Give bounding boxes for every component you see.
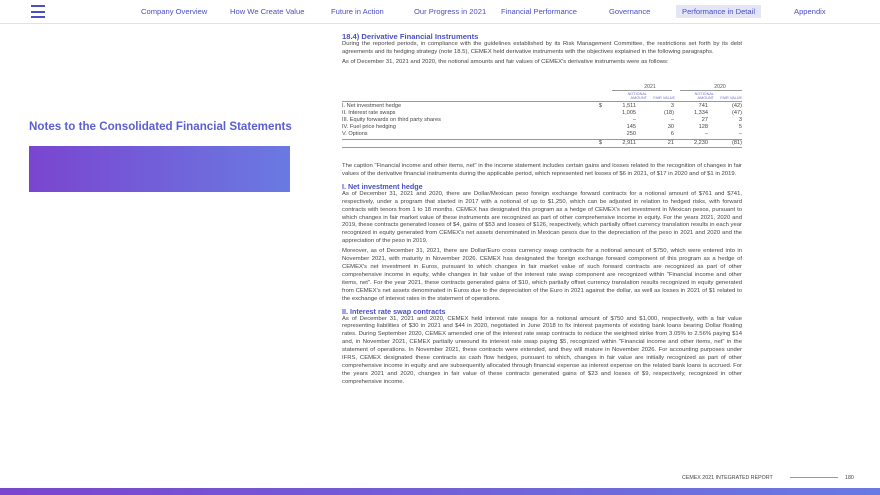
year-header-2021: 2021 [644,84,656,90]
decorative-banner [29,146,290,192]
body-block [342,163,742,387]
interest-rate-swap-heading: II. Interest rate swap contracts [342,306,446,316]
net-investment-paragraph-1: As of December 31, 2021 and 2020, there are Dollar/Mexican peso foreign exchange forward contracts for a notional amount of $761 and $741, respectively, under a program that started in 2017 with a notional of up to $1,250, which can be adjusted in relation to hedged risks, with forward contracts with tenors from 1 to 18 months. CEMEX has designated this program as a hedge of CEMEX's net investment in Mexican pesos, pursuant to which changes in fair market value of these instruments are recognized as part of other comprehensive income in equity. For the years 2021, 2020 and 2019, these contracts generated losses of $4, gains of $53 and losses of $126, respectively, which partially offset currency translation results in each year recognized in equity generated from CEMEX's net assets denominated in Mexican pesos due to the depreciation of the peso in 2021 and 2020 and the appreciation of the peso in 2019. [342,190,742,245]
section-title: Notes to the Consolidated Financial Statements [29,120,292,133]
bottom-gradient-bar [0,488,880,495]
table-row: II. Interest rate swaps 1,005 (18) 1,334 (47) [342,110,742,116]
top-nav [0,0,880,24]
intro-paragraph: During the reported periods, in compliance with the guidelines established by its Risk Management Committee, the restrictions set forth by its debt agreements and its hedging strategy (note 18.5), CEMEX held derivative instruments with the objectives explained in the following paragraphs. [342,41,742,55]
table-total-row: $ 2,911 21 2,230 (81) [598,139,742,146]
page-heading: 18.4) Derivative Financial Instruments [342,32,479,41]
col-notional-2021: NOTIONAL AMOUNT [627,92,647,101]
col-fair-2020: FAIR VALUE [720,96,742,100]
intro-block [342,32,742,67]
nav-future-in-action[interactable]: Future in Action [331,7,384,16]
nav-financial-performance[interactable]: Financial Performance [501,7,577,16]
table-row: V. Options 250 6 – – [342,131,742,137]
col-fair-2021: FAIR VALUE [653,96,675,100]
nav-how-we-create-value[interactable]: How We Create Value [230,7,305,16]
year-header-2020: 2020 [714,84,726,90]
col-notional-2020: NOTIONAL AMOUNT [694,92,714,101]
page-number: 180 [845,475,854,481]
nav-our-progress[interactable]: Our Progress in 2021 [414,7,487,16]
caption-paragraph: The caption "Financial income and other items, net" in the income statement includes certain gains and losses related to the recognition of changes in fair values of the derivative financial instruments during the applicable period, which represented net losses of $6 in 2021, of $17 in 2020 and of $1 in 2019. [342,163,742,177]
table-row: III. Equity forwards on third party shares – – 27 3 [342,117,742,123]
nav-appendix[interactable]: Appendix [794,7,826,16]
net-investment-paragraph-2: Moreover, as of December 31, 2021, there are Dollar/Euro cross currency swap contracts for a notional amount of $750, which were entered into in November 2021, with maturity in November 2026. CEMEX has designated the foreign exchange forward component of this program as a hedge of CEMEX's net investment in Euros, pursuant to which changes in fair market value of such forward contracts are recognized as part of other comprehensive income in equity, while changes in fair value of the interest rate swap component are recognized within "Financial income and other items, net". For the year 2021, these contracts generated gains of $10, which partially offset currency translation results recognized in equity generated from CEMEX's net assets denominated in Euros due to the depreciation of the Euro in 2021 against the dollar, as well as losses in 2021 of $1 related to the exchange of interest rates in the statement of operations. [342,248,742,302]
footer-divider [790,477,838,478]
table-row: I. Net investment hedge $ 1,511 3 741 (42) [342,103,742,109]
nav-company-overview[interactable]: Company Overview [141,7,208,16]
nav-performance-in-detail[interactable]: Performance in Detail [676,5,761,18]
as-of-paragraph: As of December 31, 2021 and 2020, the notional amounts and fair values of CEMEX's derivative instruments were as follows: [342,58,669,65]
net-investment-heading: I. Net investment hedge [342,181,423,191]
interest-rate-swap-paragraph: As of December 31, 2021 and 2020, CEMEX held interest rate swaps for a notional amount of $750 and $1,000, respectively, with a fair value representing liabilities of $30 in 2021 and $44 in 2020, negotiated in June 2018 to fix interest payments of existing bank loans bearing Dollar floating rates. During September 2020, CEMEX amended one of the interest rate swap contracts to reduce the weighted strike from 3.05% to 2.56% paying $14 and, in November 2021, CEMEX partially unwound its interest rate swap paying $5, recognized within "Financial income and other items, net" in the statement of operations. In November 2021, these contracts were extended, and they will mature in November 2026. For accounting purposes under IFRS, CEMEX designated these contracts as cash flow hedges, pursuant to which, changes in fair value are initially recognized as part of other comprehensive income in equity and are subsequently allocated through financial expense as interest expense on the related bank loans is accrued. For the years 2021 and 2020, changes in fair value of these contracts generated gains of $23 and losses of $9, respectively, recognized in other comprehensive income. [342,315,742,385]
footer-report-name: CEMEX 2021 INTEGRATED REPORT [682,475,773,481]
table-row: IV. Fuel price hedging 145 30 128 5 [342,124,742,130]
nav-governance[interactable]: Governance [609,7,651,16]
menu-icon[interactable] [31,5,45,18]
